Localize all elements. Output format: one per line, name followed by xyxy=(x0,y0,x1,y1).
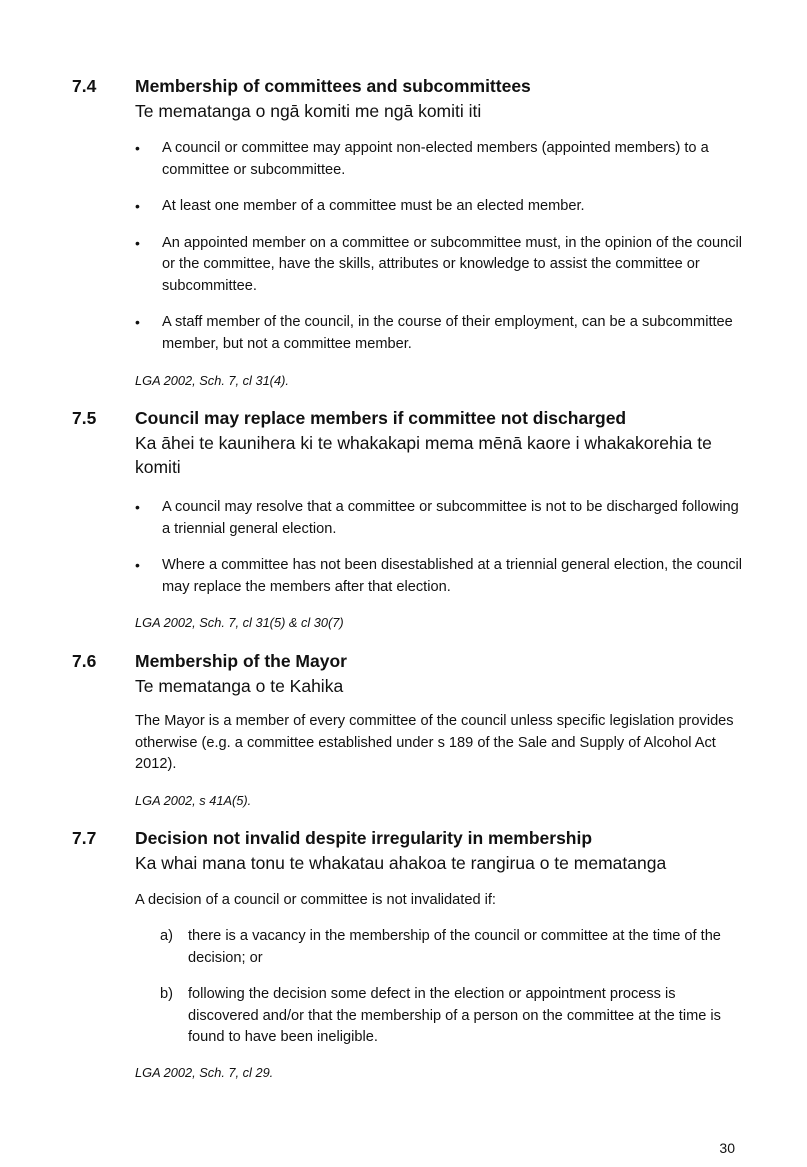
page-number: 30 xyxy=(719,1140,735,1156)
body-paragraph: The Mayor is a member of every committee of the council unless specific legislation provides otherwise (e.g. a committee established under s 189 of the Sale and Supply of Alcohol Act 2012). xyxy=(135,713,734,772)
list-item-text: A council or committee may appoint non-elected members (appointed members) to a committee or subcommittee. xyxy=(162,140,709,178)
section-number: 7.5 xyxy=(72,408,97,428)
legal-citation: LGA 2002, s 41A(5). xyxy=(135,793,252,808)
list-item xyxy=(135,312,745,355)
bullet-list xyxy=(135,138,745,370)
legal-citation: LGA 2002, Sch. 7, cl 31(4). xyxy=(135,373,289,388)
legal-citation: LGA 2002, Sch. 7, cl 29. xyxy=(135,1065,274,1080)
section-title: Membership of committees and subcommittees xyxy=(135,76,531,96)
bullet-icon: • xyxy=(135,140,140,156)
list-item xyxy=(135,138,745,181)
list-item xyxy=(135,555,745,598)
section-title: Decision not invalid despite irregularity in membership xyxy=(135,828,593,848)
section-title: Council may replace members if committee not discharged xyxy=(135,408,627,428)
section-subtitle: Te mematanga o ngā komiti me ngā komiti iti xyxy=(135,101,482,121)
body-paragraph: A decision of a council or committee is not invalidated if: xyxy=(135,892,496,908)
list-item xyxy=(135,497,745,540)
list-item-text: An appointed member on a committee or subcommittee must, in the opinion of the council or the committee, have the skills, attributes or knowledge to assist the committee or subcommittee. xyxy=(162,234,743,294)
section-title: Membership of the Mayor xyxy=(135,651,347,671)
section-subtitle: Te mematanga o te Kahika xyxy=(135,676,344,696)
section-number: 7.4 xyxy=(72,76,97,96)
list-marker: a) xyxy=(160,928,173,944)
list-item-text: Where a committee has not been disestablished at a triennial general election, the council may replace the members after that election. xyxy=(162,557,743,595)
section-number: 7.7 xyxy=(72,828,97,848)
legal-citation: LGA 2002, Sch. 7, cl 31(5) & cl 30(7) xyxy=(135,615,344,630)
list-item xyxy=(135,196,745,218)
list-item-text: At least one member of a committee must be an elected member. xyxy=(162,198,585,214)
bullet-icon: • xyxy=(135,314,140,330)
lettered-list xyxy=(160,926,750,1064)
list-item xyxy=(160,926,750,969)
list-item-text: there is a vacancy in the membership of the council or committee at the time of the decision; or xyxy=(188,928,721,966)
bullet-icon: • xyxy=(135,557,140,573)
list-marker: b) xyxy=(160,986,173,1002)
list-item-text: following the decision some defect in the election or appointment process is discovered and/or that the membership of a person on the committee at the time is found to have been ineligible. xyxy=(188,986,721,1045)
bullet-icon: • xyxy=(135,499,140,515)
list-item-text: A council may resolve that a committee or subcommittee is not to be discharged following a triennial general election. xyxy=(162,499,739,537)
list-item-text: A staff member of the council, in the course of their employment, can be a subcommittee member, but not a committee member. xyxy=(162,314,733,352)
bullet-icon: • xyxy=(135,198,140,214)
section-subtitle: Ka whai mana tonu te whakatau ahakoa te rangirua o te mematanga xyxy=(135,853,667,873)
list-item xyxy=(160,984,750,1049)
list-item xyxy=(135,233,745,298)
section-subtitle: Ka āhei te kaunihera ki te whakakapi mema mēnā kaore i whakakorehia te komiti xyxy=(135,433,712,477)
bullet-list xyxy=(135,497,745,613)
bullet-icon: • xyxy=(135,234,140,251)
section-number: 7.6 xyxy=(72,651,97,671)
